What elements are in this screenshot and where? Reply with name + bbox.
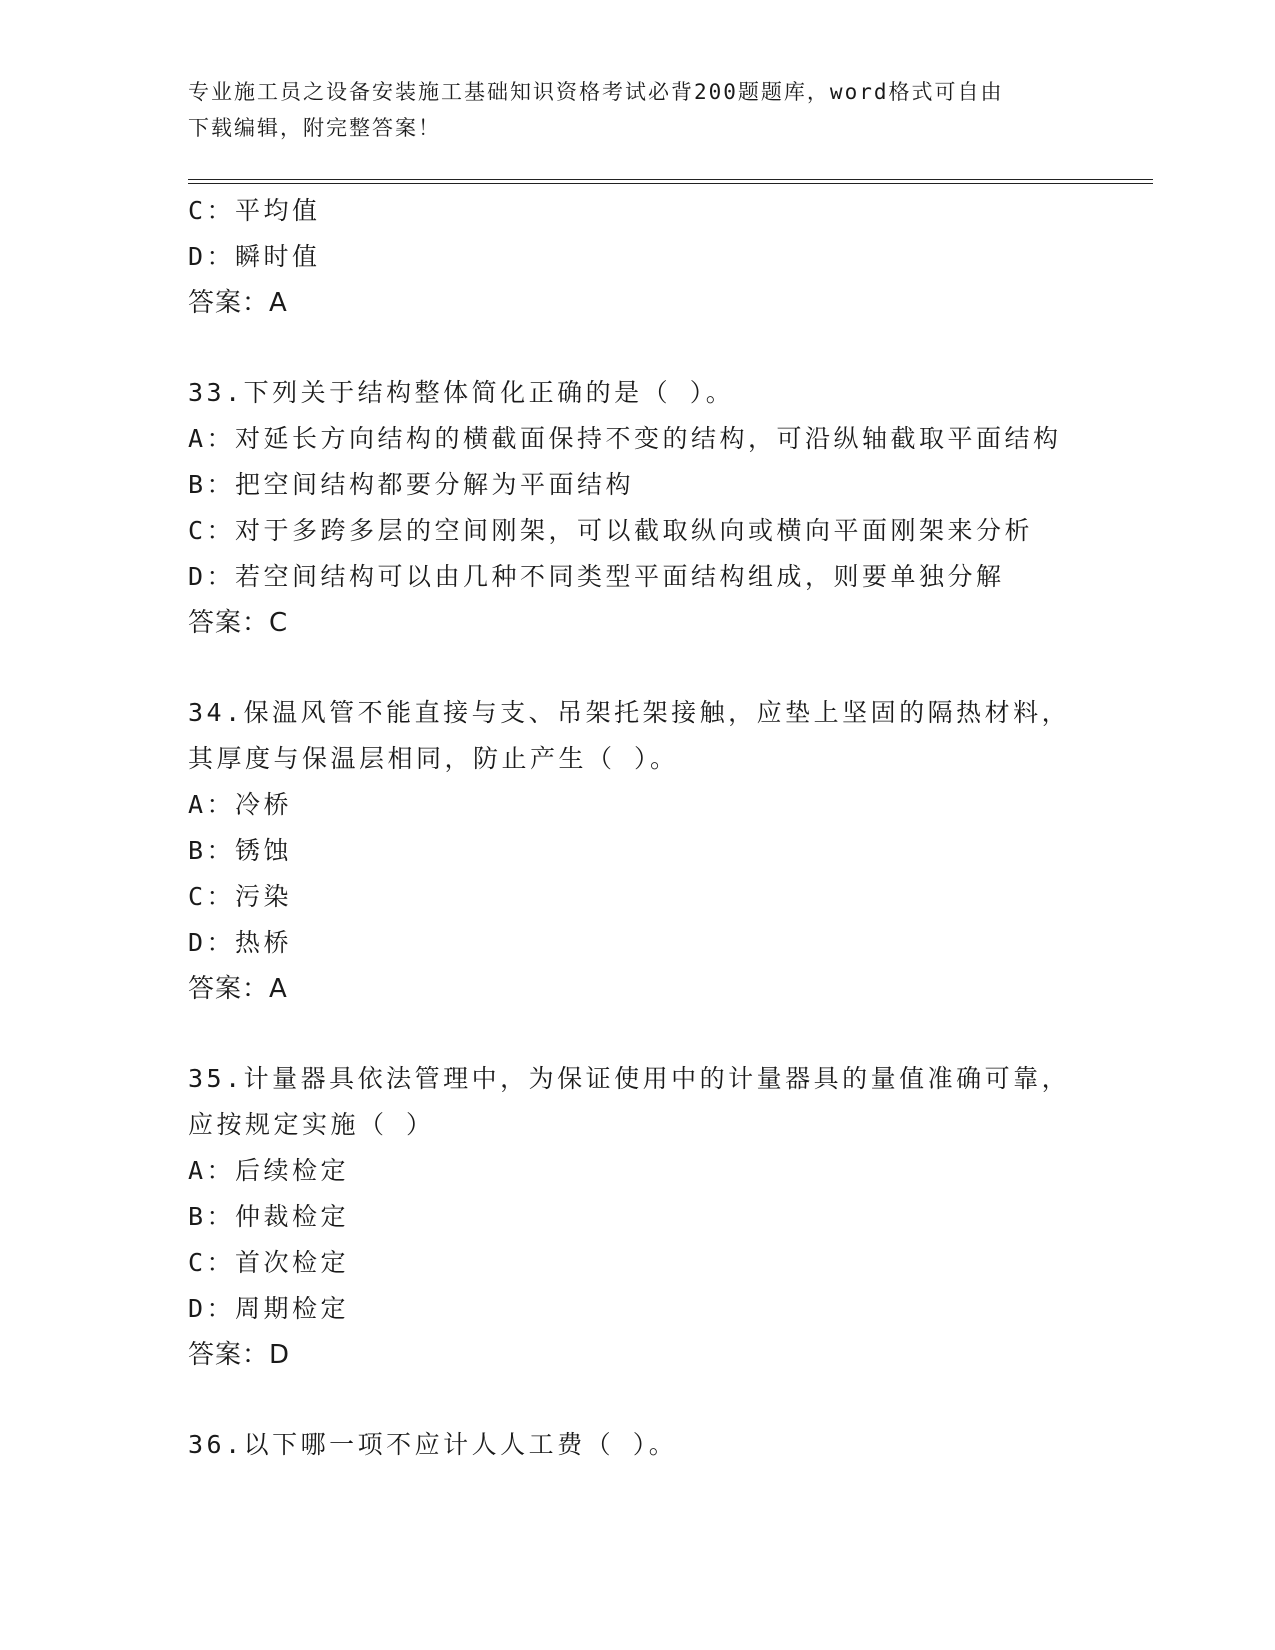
question-36: [188, 1422, 1148, 1468]
question-stem-line-1: 34.保温风管不能直接与支、吊架托架接触，应垫上坚固的隔热材料，: [188, 698, 1071, 727]
option-d: D：热桥: [188, 928, 293, 957]
question-stem: 36.以下哪一项不应计人人工费（ ）。: [188, 1430, 678, 1459]
option-b: B：把空间结构都要分解为平面结构: [188, 470, 635, 499]
option-b: B：锈蚀: [188, 836, 293, 865]
carryover-question: [188, 188, 1148, 326]
question-stem-line-1: 35.计量器具依法管理中，为保证使用中的计量器具的量值准确可靠，: [188, 1064, 1071, 1093]
option-a: A：后续检定: [188, 1156, 350, 1185]
option-d: D：若空间结构可以由几种不同类型平面结构组成，则要单独分解: [188, 562, 1005, 591]
question-stem: 33.下列关于结构整体简化正确的是（ ）。: [188, 378, 735, 407]
option-d: D：周期检定: [188, 1294, 350, 1323]
document-header: [188, 74, 1088, 146]
header-divider-top: [188, 179, 1153, 180]
option-c: C：首次检定: [188, 1248, 350, 1277]
option-c: C：平均值: [188, 196, 321, 225]
answer-line: 答案：D: [188, 1340, 291, 1370]
question-stem-line-2: 应按规定实施（ ）: [188, 1110, 435, 1139]
option-a: A：冷桥: [188, 790, 293, 819]
header-divider-bottom: [188, 183, 1153, 184]
question-33: [188, 370, 1148, 646]
answer-line: 答案：A: [188, 288, 288, 318]
option-d: D：瞬时值: [188, 242, 321, 271]
option-c: C：对于多跨多层的空间刚架，可以截取纵向或横向平面刚架来分析: [188, 516, 1034, 545]
question-35: [188, 1056, 1148, 1378]
answer-line: 答案：C: [188, 608, 289, 638]
question-stem-line-2: 其厚度与保温层相同，防止产生（ ）。: [188, 744, 679, 773]
header-title-line-1: 专业施工员之设备安装施工基础知识资格考试必背200题题库，word格式可自由: [188, 80, 1004, 104]
question-list: [188, 188, 1148, 1468]
answer-line: 答案：A: [188, 974, 288, 1004]
option-a: A：对延长方向结构的横截面保持不变的结构，可沿纵轴截取平面结构: [188, 424, 1062, 453]
option-b: B：仲裁检定: [188, 1202, 350, 1231]
header-title-line-2: 下载编辑，附完整答案！: [188, 116, 441, 140]
question-34: [188, 690, 1148, 1012]
option-c: C：污染: [188, 882, 293, 911]
